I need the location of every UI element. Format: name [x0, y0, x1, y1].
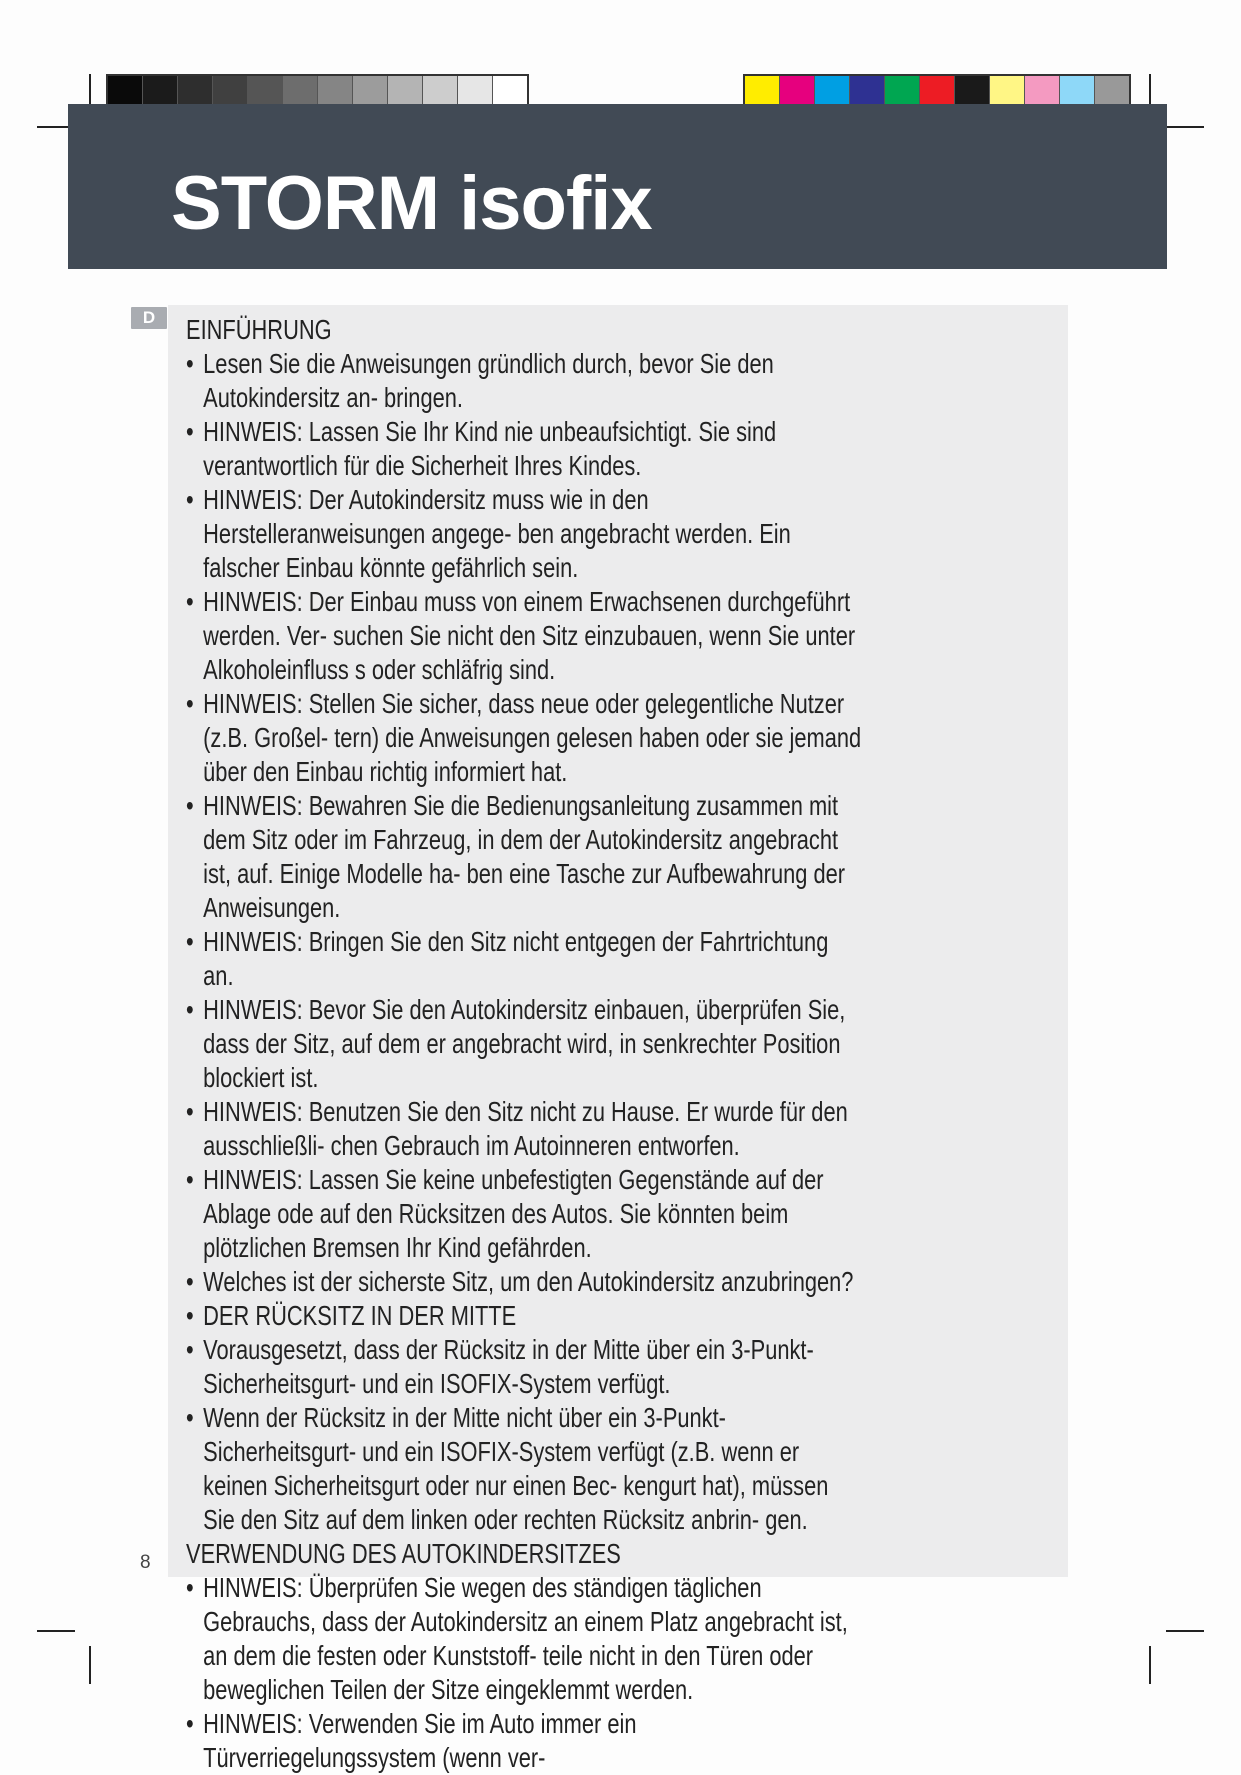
crop-mark-tr-h: [1166, 126, 1204, 128]
list-item: • HINWEIS: Der Einbau muss von einem Erwachsenen durchgeführt werden. Ver- suchen Sie nicht den Sitz einzubauen, wenn Sie unter Alkoholeinfluss s oder schläfrig sind.: [186, 585, 865, 687]
list-item: • HINWEIS: Der Autokindersitz muss wie in den Herstelleranweisungen angege- ben angebracht werden. Ein falscher Einbau könnte gefährlich sein.: [186, 483, 865, 585]
instruction-text: [186, 313, 865, 1775]
list-item: • HINWEIS: Verwenden Sie im Auto immer ein Türverriegelungssystem (wenn ver-: [186, 1707, 865, 1775]
list-item: • HINWEIS: Bewahren Sie die Bedienungsanleitung zusammen mit dem Sitz oder im Fahrzeug, in dem der Autokindersitz angebracht ist, auf. Einige Modelle ha- ben eine Tasche zur Aufbewahrung der Anweisungen.: [186, 789, 865, 925]
crop-mark-bl-v: [89, 1646, 91, 1684]
list-item: • HINWEIS: Stellen Sie sicher, dass neue oder gelegentliche Nutzer (z.B. Großel- tern) die Anweisungen gelesen haben oder sie jemand über den Einbau richtig informiert hat.: [186, 687, 865, 789]
bullet-list: [186, 347, 865, 1537]
list-item: • HINWEIS: Bevor Sie den Autokindersitz einbauen, überprüfen Sie, dass der Sitz, auf dem er angebracht wird, in senkrechter Position blockiert ist.: [186, 993, 865, 1095]
list-item: • Vorausgesetzt, dass der Rücksitz in der Mitte über ein 3-Punkt-Sicherheitsgurt- und ein ISOFIX-System verfügt.: [186, 1333, 865, 1401]
list-item: • Wenn der Rücksitz in der Mitte nicht über ein 3-Punkt-Sicherheitsgurt- und ein ISOFIX-System verfügt (z.B. wenn er keinen Sicherheitsgurt oder nur einen Bec- kengurt hat), müssen Sie den Sitz auf dem linken oder rechten Rücksitz anbrin- gen.: [186, 1401, 865, 1537]
list-item: • HINWEIS: Benutzen Sie den Sitz nicht zu Hause. Er wurde für den ausschließli- chen Gebrauch im Autoinneren entworfen.: [186, 1095, 865, 1163]
list-item: • Lesen Sie die Anweisungen gründlich durch, bevor Sie den Autokindersitz an- bringen.: [186, 347, 865, 415]
section-heading: VERWENDUNG DES AUTOKINDERSITZES: [186, 1538, 621, 1569]
crop-mark-bl-h: [37, 1630, 75, 1632]
list-item: • HINWEIS: Bringen Sie den Sitz nicht entgegen der Fahrtrichtung an.: [186, 925, 865, 993]
section-heading: EINFÜHRUNG: [186, 314, 332, 345]
list-item: • HINWEIS: Lassen Sie Ihr Kind nie unbeaufsichtigt. Sie sind verantwortlich für die Sicherheit Ihres Kindes.: [186, 415, 865, 483]
list-item: • HINWEIS: Lassen Sie keine unbefestigten Gegenstände auf der Ablage ode auf den Rücksitzen des Autos. Sie könnten beim plötzlichen Bremsen Ihr Kind gefährden.: [186, 1163, 865, 1265]
crop-mark-br-v: [1149, 1646, 1151, 1684]
bullet-list: [186, 1571, 865, 1775]
page-number: 8: [140, 1552, 151, 1573]
crop-mark-br-h: [1166, 1630, 1204, 1632]
list-item: • HINWEIS: Überprüfen Sie wegen des ständigen täglichen Gebrauchs, dass der Autokindersitz an einem Platz angebracht ist, an dem die festen oder Kunststoff- teile nicht in den Türen oder beweglichen Teilen der Sitze eingeklemmt werden.: [186, 1571, 865, 1707]
document-title: STORM isofix: [171, 161, 652, 246]
language-tab: D: [131, 307, 167, 329]
header-banner: [68, 104, 1167, 269]
list-item: • DER RÜCKSITZ IN DER MITTE: [186, 1299, 865, 1333]
list-item: • Welches ist der sicherste Sitz, um den Autokindersitz anzubringen?: [186, 1265, 865, 1299]
